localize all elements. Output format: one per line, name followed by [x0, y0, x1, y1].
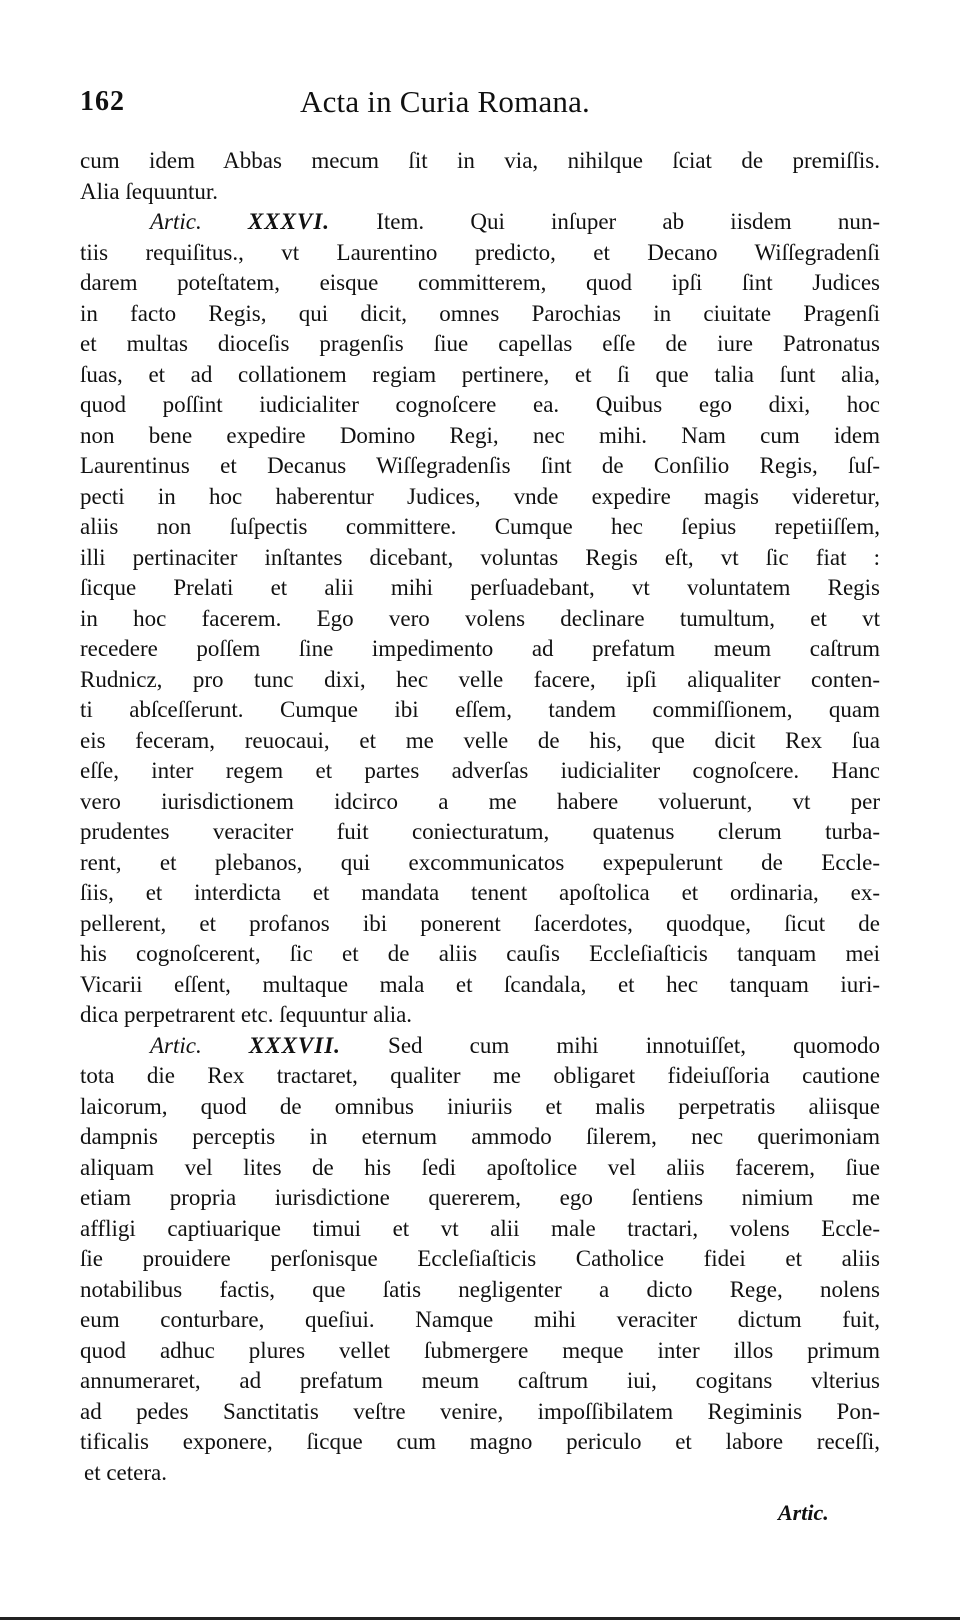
line-text: pellerent, et profanos ibi ponerent ſacerdotes, quodque, ſicut de	[80, 910, 880, 936]
text-line	[80, 970, 880, 1001]
line-text: affligi captiuarique timui et vt alii male tractari, volens Eccle-	[80, 1215, 880, 1241]
text-line	[80, 695, 880, 726]
text-line	[80, 543, 880, 574]
line-text: laicorum, quod de omnibus iniuriis et malis perpetratis aliisque	[80, 1093, 880, 1119]
line-text: quod poſſint iudicialiter cognoſcere ea. Quibus ego dixi, hoc	[80, 392, 880, 417]
line-text: his cognoſcerent, ſic et de aliis cauſis Eccleſiaſticis tanquam mei	[80, 941, 880, 966]
page-number: 162	[80, 86, 125, 117]
text-line	[80, 360, 880, 391]
line-text: Vicarii eſſent, multaque mala et ſcandala, et hec tanquam iuri-	[80, 971, 880, 997]
text-line	[80, 878, 880, 909]
line-text: tota die Rex tractaret, qualiter me obligaret fideiuſſoria cautione	[80, 1063, 880, 1088]
line-text: etiam propria iurisdictione quererem, ego ſentiens nimium me	[80, 1185, 880, 1210]
line-text: ad pedes Sanctitatis veſtre venire, impoſſibilatem Regiminis Pon-	[80, 1398, 880, 1424]
running-head	[80, 86, 880, 126]
text-line	[80, 909, 880, 940]
text-line	[80, 939, 880, 970]
body-text	[80, 146, 880, 1488]
text-line	[80, 1244, 880, 1275]
line-text: Laurentinus et Decanus Wiſſegradenſis ſint de Conſilio Regis, ſuſ-	[80, 453, 880, 478]
text-line	[80, 329, 880, 360]
line-text: rent, et plebanos, qui excommunicatos expepulerunt de Eccle-	[80, 849, 880, 875]
text-line	[80, 848, 880, 879]
text-line	[80, 1366, 880, 1397]
text-line	[80, 573, 880, 604]
bottom-border	[0, 1617, 960, 1620]
line-text: darem poteſtatem, eisque committerem, quod ipſi ſint Judices	[80, 270, 880, 295]
line-text: prudentes veraciter fuit coniecturatum, quatenus clerum turba-	[80, 819, 880, 844]
text-line	[80, 1153, 880, 1184]
article-number: XXXVII.	[248, 1032, 341, 1058]
line-text: in facto Regis, qui dicit, omnes Parochias in ciuitate Pragenſi	[80, 300, 880, 326]
line-text: non bene expedire Domino Regi, nec mihi. Nam cum idem	[80, 422, 880, 448]
line-text: ſiis, et interdicta et mandata tenent apoſtolica et ordinaria, ex-	[80, 880, 880, 905]
text-line	[80, 1000, 880, 1031]
text-line	[80, 1092, 880, 1123]
line-text: quod adhuc plures vellet ſubmergere meque inter illos primum	[80, 1337, 880, 1363]
line-text: Item. Qui inſuper ab iisdem nun-	[376, 209, 880, 234]
text-line	[80, 1214, 880, 1245]
text-line	[80, 238, 880, 269]
line-text: cum idem Abbas mecum ſit in via, nihilque ſciat de premiſſis.	[80, 148, 880, 173]
line-text: vero iurisdictionem idcirco a me habere voluerunt, vt per	[80, 788, 880, 814]
line-text: ti abſceſſerunt. Cumque ibi eſſem, tandem commiſſionem, quam	[80, 697, 880, 722]
line-text: tificalis exponere, ſicque cum magno periculo et labore receſſi,	[80, 1429, 880, 1454]
article-heading-line	[80, 1031, 880, 1062]
line-text: Rudnicz, pro tunc dixi, hec velle facere, ipſi aliqualiter conten-	[80, 666, 880, 692]
line-text: dica perpetrarent etc. ſequuntur alia.	[80, 1002, 413, 1027]
text-line	[80, 268, 880, 299]
catchword: Artic.	[778, 1500, 829, 1525]
text-line	[80, 1397, 880, 1428]
line-text: illi pertinaciter inſtantes dicebant, voluntas Regis eſt, vt ſic fiat :	[80, 544, 880, 570]
text-line	[80, 726, 880, 757]
line-text: dampnis perceptis in eternum ammodo ſilerem, nec querimoniam	[80, 1124, 880, 1149]
text-line	[80, 1122, 880, 1153]
line-text: aliquam vel lites de his ſedi apoſtolice vel aliis facerem, ſiue	[80, 1154, 880, 1180]
text-line	[80, 1183, 880, 1214]
text-line	[80, 1061, 880, 1092]
line-text: et cetera.	[84, 1459, 167, 1485]
text-line	[80, 1458, 880, 1489]
line-text: eſſe, inter regem et partes adverſas iudicialiter cognoſcere. Hanc	[80, 758, 880, 783]
text-line	[80, 604, 880, 635]
line-text: et multas dioceſis pragenſis ſiue capellas eſſe de iure Patronatus	[80, 331, 880, 356]
text-line	[80, 390, 880, 421]
line-text: pecti in hoc haberentur Judices, vnde expedire magis videretur,	[80, 483, 880, 509]
text-line	[80, 665, 880, 696]
text-line	[80, 1336, 880, 1367]
text-line	[80, 299, 880, 330]
line-text: ſicque Prelati et alii mihi perſuadebant, vt voluntatem Regis	[80, 575, 880, 600]
text-line	[80, 1305, 880, 1336]
article-heading-line	[80, 207, 880, 238]
article-label: Artic.	[150, 1032, 202, 1058]
line-text: eum conturbare, queſiui. Namque mihi veraciter dictum fuit,	[80, 1307, 880, 1332]
text-line	[80, 451, 880, 482]
article-number: XXXVI.	[247, 209, 331, 234]
text-line	[80, 482, 880, 513]
text-line	[80, 421, 880, 452]
line-text: Sed cum mihi innotuiſſet, quomodo	[388, 1032, 881, 1058]
text-line	[80, 177, 880, 208]
line-text: in hoc facerem. Ego vero volens declinare tumultum, et vt	[80, 605, 880, 631]
article-label: Artic.	[150, 209, 202, 234]
line-text: tiis requiſitus., vt Laurentino predicto, et Decano Wiſſegradenſi	[80, 239, 880, 265]
line-text: eis feceram, reuocaui, et me velle de his, que dicit Rex ſua	[80, 727, 880, 753]
running-title: Acta in Curia Romana.	[300, 84, 591, 119]
line-text: recedere poſſem ſine impedimento ad prefatum meum caſtrum	[80, 636, 880, 661]
text-line	[80, 787, 880, 818]
line-text: aliis non ſuſpectis committere. Cumque hec ſepius repetiiſſem,	[80, 514, 880, 539]
text-line	[80, 1275, 880, 1306]
text-line	[80, 817, 880, 848]
line-text: ſie prouidere perſonisque Eccleſiaſticis Catholice fidei et aliis	[80, 1246, 880, 1271]
line-text: Alia ſequuntur.	[80, 178, 218, 204]
text-line	[80, 1427, 880, 1458]
text-line	[80, 756, 880, 787]
line-text: annumeraret, ad prefatum meum caſtrum iui, cogitans vlterius	[80, 1368, 880, 1393]
line-text: ſuas, et ad collationem regiam pertinere, et ſi que talia ſunt alia,	[80, 361, 880, 387]
text-line	[80, 146, 880, 177]
line-text: notabilibus factis, que ſatis negligenter a dicto Rege, nolens	[80, 1276, 880, 1302]
text-line	[80, 512, 880, 543]
text-line	[80, 634, 880, 665]
